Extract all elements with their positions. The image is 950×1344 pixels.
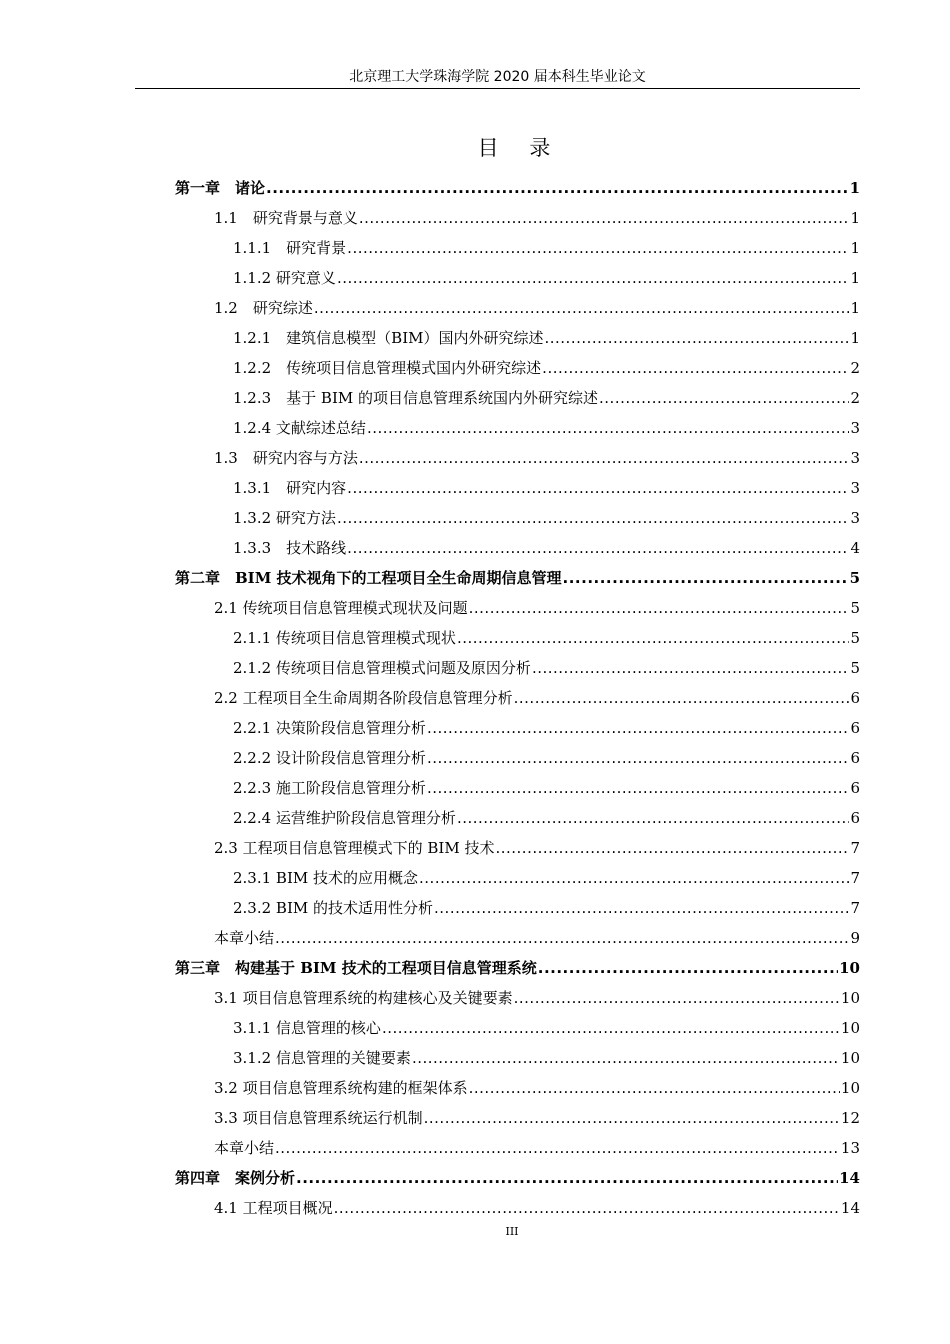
toc-leader-dots [514, 983, 840, 1013]
toc-entry-label: 4.1 工程项目概况 [214, 1199, 333, 1217]
toc-entry-page: 7 [850, 839, 860, 857]
toc-entry[interactable] [214, 683, 860, 713]
toc-entry[interactable] [233, 653, 860, 683]
toc-entry-label: 2.3.2 BIM 的技术适用性分析 [233, 899, 434, 917]
toc-leader-dots [469, 1073, 840, 1103]
toc-leader-dots [347, 473, 849, 503]
toc-entry[interactable] [214, 833, 860, 863]
page-number: III [505, 1225, 519, 1238]
toc-entry-label: 1.3.3 技术路线 [233, 539, 347, 557]
toc-entry-page: 3 [850, 419, 860, 437]
toc-leader-dots [563, 563, 849, 593]
toc-entry-page: 4 [850, 539, 860, 557]
toc-entry-label: 1.3.2 研究方法 [233, 509, 336, 527]
toc-entry[interactable] [175, 173, 860, 203]
toc-leader-dots [457, 803, 850, 833]
toc-leader-dots [427, 743, 850, 773]
toc-entry-page: 10 [840, 1019, 860, 1037]
toc-leader-dots [532, 653, 850, 683]
toc-entry-page: 10 [840, 1049, 860, 1067]
toc-entry-page: 7 [850, 899, 860, 917]
toc-entry-label: 第一章 诸论 [175, 179, 266, 197]
toc-entry-page: 6 [850, 779, 860, 797]
toc-leader-dots [275, 1133, 840, 1163]
toc-leader-dots [469, 593, 850, 623]
toc-entry[interactable] [233, 623, 860, 653]
toc-entry[interactable] [233, 893, 860, 923]
toc-entry-page: 14 [840, 1199, 860, 1217]
toc-entry-label: 2.2.4 运营维护阶段信息管理分析 [233, 809, 456, 827]
toc-entry-label: 3.2 项目信息管理系统构建的框架体系 [214, 1079, 468, 1097]
toc-entry-label: 1.2.2 传统项目信息管理模式国内外研究综述 [233, 359, 542, 377]
toc-entry-page: 1 [850, 269, 860, 287]
toc-entry-label: 2.1.2 传统项目信息管理模式问题及原因分析 [233, 659, 531, 677]
toc-entry-label: 本章小结 [214, 929, 275, 947]
toc-entry-label: 2.2 工程项目全生命周期各阶段信息管理分析 [214, 689, 513, 707]
toc-entry[interactable] [233, 353, 860, 383]
toc-entry[interactable] [214, 1073, 860, 1103]
toc-entry-label: 1.3 研究内容与方法 [214, 449, 358, 467]
toc-entry-label: 1.2.1 建筑信息模型（BIM）国内外研究综述 [233, 329, 544, 347]
toc-entry-page: 5 [849, 569, 860, 587]
toc-entry[interactable] [175, 1163, 860, 1193]
toc-entry[interactable] [214, 1103, 860, 1133]
toc-entry-page: 2 [850, 359, 860, 377]
toc-entry[interactable] [214, 293, 860, 323]
toc-entry[interactable] [214, 203, 860, 233]
toc-entry[interactable] [233, 233, 860, 263]
toc-leader-dots [424, 1103, 840, 1133]
toc-entry[interactable] [233, 473, 860, 503]
toc-entry-page: 1 [850, 239, 860, 257]
toc-entry-page: 6 [850, 749, 860, 767]
header-rule [135, 88, 860, 89]
toc-entry-label: 1.1.2 研究意义 [233, 269, 336, 287]
toc-leader-dots [275, 923, 849, 953]
toc-leader-dots [296, 1163, 838, 1193]
toc-entry-page: 1 [850, 329, 860, 347]
toc-leader-dots [599, 383, 849, 413]
toc-title: 目 录 [477, 136, 563, 160]
toc-entry-page: 5 [850, 659, 860, 677]
toc-entry[interactable] [233, 533, 860, 563]
toc-leader-dots [367, 413, 850, 443]
toc-entry-label: 第四章 案例分析 [175, 1169, 296, 1187]
toc-leader-dots [412, 1043, 840, 1073]
toc-entry-page: 7 [850, 869, 860, 887]
toc-leader-dots [514, 683, 850, 713]
toc-leader-dots [266, 173, 849, 203]
toc-entry[interactable] [233, 383, 860, 413]
toc-leader-dots [382, 1013, 840, 1043]
toc-leader-dots [314, 293, 850, 323]
toc-entry-page: 3 [850, 449, 860, 467]
toc-entry-page: 1 [849, 179, 860, 197]
toc-entry-page: 6 [850, 719, 860, 737]
toc-entry-label: 2.3.1 BIM 技术的应用概念 [233, 869, 419, 887]
toc-entry-label: 1.1 研究背景与意义 [214, 209, 358, 227]
toc-entry-label: 第三章 构建基于 BIM 技术的工程项目信息管理系统 [175, 959, 537, 977]
toc-entry[interactable] [233, 413, 860, 443]
toc-leader-dots [337, 263, 850, 293]
toc-leader-dots [359, 443, 850, 473]
toc-entry[interactable] [233, 773, 860, 803]
toc-entry-page: 13 [840, 1139, 860, 1157]
toc-entry[interactable] [214, 443, 860, 473]
toc-leader-dots [427, 773, 850, 803]
toc-entry-label: 1.2.3 基于 BIM 的项目信息管理系统国内外研究综述 [233, 389, 599, 407]
toc-entry[interactable] [214, 593, 860, 623]
toc-entry-label: 2.2.2 设计阶段信息管理分析 [233, 749, 426, 767]
toc-entry-label: 1.3.1 研究内容 [233, 479, 347, 497]
toc-entry-page: 9 [850, 929, 860, 947]
toc-leader-dots [359, 203, 850, 233]
toc-entry-page: 5 [850, 629, 860, 647]
toc-entry[interactable] [214, 983, 860, 1013]
toc-leader-dots [347, 233, 849, 263]
toc-entry-page: 14 [839, 1169, 860, 1187]
toc-leader-dots [457, 623, 850, 653]
toc-entry-label: 3.1.1 信息管理的核心 [233, 1019, 381, 1037]
toc-entry-label: 本章小结 [214, 1139, 275, 1157]
toc-leader-dots [538, 953, 838, 983]
toc-entry-page: 10 [840, 989, 860, 1007]
toc-entry[interactable] [233, 713, 860, 743]
toc-entry-page: 2 [850, 389, 860, 407]
toc-entry[interactable] [233, 863, 860, 893]
toc-leader-dots [544, 323, 849, 353]
toc-entry-label: 2.1.1 传统项目信息管理模式现状 [233, 629, 456, 647]
toc-entry-page: 5 [850, 599, 860, 617]
toc-leader-dots [337, 503, 850, 533]
toc-entry-page: 1 [850, 299, 860, 317]
toc-entry[interactable] [175, 563, 860, 593]
toc-entry-page: 3 [850, 479, 860, 497]
toc-entry-label: 2.3 工程项目信息管理模式下的 BIM 技术 [214, 839, 495, 857]
toc-entry[interactable] [214, 923, 860, 953]
toc-entry[interactable] [233, 323, 860, 353]
toc-entry-page: 3 [850, 509, 860, 527]
toc-entry-label: 1.1.1 研究背景 [233, 239, 347, 257]
toc-entry-label: 1.2.4 文献综述总结 [233, 419, 366, 437]
toc-entry-page: 10 [840, 1079, 860, 1097]
toc-entry-page: 12 [840, 1109, 860, 1127]
toc-entry-label: 3.3 项目信息管理系统运行机制 [214, 1109, 423, 1127]
toc-leader-dots [434, 893, 849, 923]
toc-leader-dots [334, 1193, 840, 1223]
toc-entry[interactable] [214, 1133, 860, 1163]
toc-entry-label: 2.2.3 施工阶段信息管理分析 [233, 779, 426, 797]
toc-leader-dots [542, 353, 849, 383]
toc-entry[interactable] [233, 503, 860, 533]
toc-entry[interactable] [233, 803, 860, 833]
toc-entry-label: 第二章 BIM 技术视角下的工程项目全生命周期信息管理 [175, 569, 562, 587]
toc-leader-dots [347, 533, 849, 563]
toc-entry-label: 3.1.2 信息管理的关键要素 [233, 1049, 411, 1067]
toc-entry-label: 3.1 项目信息管理系统的构建核心及关键要素 [214, 989, 513, 1007]
toc-entry-page: 6 [850, 689, 860, 707]
toc-entry[interactable] [233, 743, 860, 773]
toc-leader-dots [419, 863, 849, 893]
toc-entry[interactable] [175, 953, 860, 983]
toc-entry-page: 1 [850, 209, 860, 227]
toc-leader-dots [427, 713, 850, 743]
toc-entry-page: 10 [839, 959, 860, 977]
toc-entry-label: 2.2.1 决策阶段信息管理分析 [233, 719, 426, 737]
page-header: 北京理工大学珠海学院 2020 届本科生毕业论文 [349, 69, 646, 85]
toc-entry[interactable] [233, 1043, 860, 1073]
toc-entry[interactable] [214, 1193, 860, 1223]
toc-entry[interactable] [233, 1013, 860, 1043]
toc-entry-page: 6 [850, 809, 860, 827]
toc-leader-dots [495, 833, 849, 863]
toc-entry[interactable] [233, 263, 860, 293]
toc-entry-label: 2.1 传统项目信息管理模式现状及问题 [214, 599, 468, 617]
toc-entry-label: 1.2 研究综述 [214, 299, 313, 317]
